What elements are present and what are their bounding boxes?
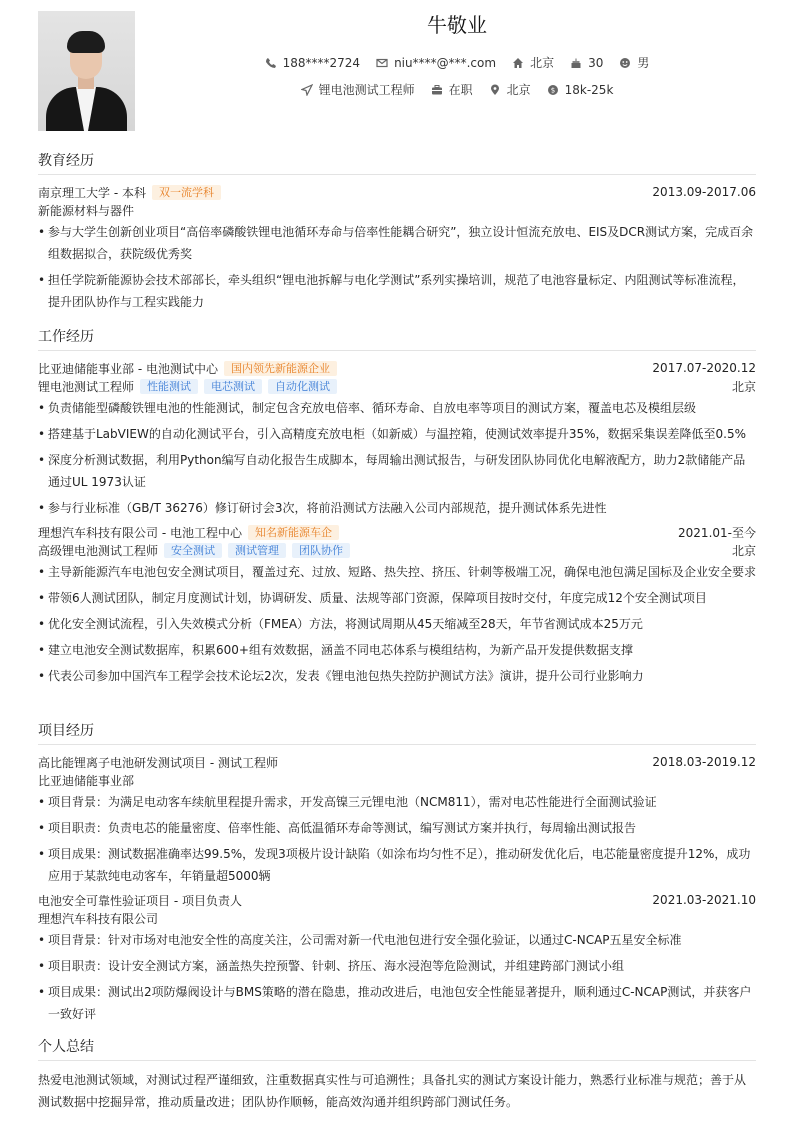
gender-text: 男 (637, 56, 650, 70)
project-name: 电池安全可靠性验证项目 - 项目负责人 (38, 893, 242, 908)
company-name: 比亚迪储能事业部 - 电池测试中心 (38, 361, 218, 376)
project-dates: 2021.03-2021.10 (652, 893, 756, 907)
age-text: 30 (588, 55, 604, 70)
phone-icon (265, 57, 277, 69)
location-icon (489, 84, 501, 96)
list-item: • 深度分析测试数据，利用Python编写自动化报告生成脚本，每周输出测试报告，与研发团队协同优化电解液配方，助力2款储能产品通过UL 1973认证 (38, 449, 756, 493)
company-tag: 国内领先新能源企业 (224, 361, 337, 376)
list-item: • 参与大学生创新创业项目“高倍率磷酸铁锂电池循环寿命与倍率性能耦合研究”，独立设计恒流充放电、EIS及DCR测试方案，完成百余组数据拟合，获院级优秀奖 (38, 221, 756, 265)
position: 锂电池测试工程师 (38, 379, 135, 394)
job-position-line (38, 541, 756, 559)
skill-tag: 性能测试 (140, 379, 198, 394)
job-dates: 2021.01-至今 (678, 525, 756, 540)
work-section (38, 326, 756, 691)
job-company-line (38, 523, 756, 541)
project-org-line (38, 909, 756, 927)
company-tag: 知名新能源车企 (248, 525, 339, 540)
education-header (38, 183, 756, 201)
candidate-name: 牛敬业 (427, 13, 487, 37)
mail-icon (376, 57, 388, 69)
job-intent-row (137, 81, 777, 98)
project-bullets (38, 791, 756, 887)
summary-section (38, 1036, 756, 1113)
job-city: 北京 (731, 379, 756, 394)
list-item: • 项目背景：针对市场对电池安全性的高度关注，公司需对新一代电池包进行安全强化验证，以通过C-NCAP五星安全标准 (38, 929, 756, 951)
contact-info-row (137, 54, 777, 71)
section-title: 项目经历 (38, 720, 756, 745)
project-dates: 2018.03-2019.12 (652, 755, 756, 769)
list-item: • 担任学院新能源协会技术部部长，牵头组织“锂电池拆解与电化学测试”系列实操培训，规范了电池容量标定、内阻测试等标准流程，提升团队协作与工程实践能力 (38, 269, 756, 313)
job-company-line (38, 359, 756, 377)
money-icon (547, 84, 559, 96)
briefcase-icon (431, 84, 443, 96)
project-org: 比亚迪储能事业部 (38, 773, 135, 788)
skill-tag: 安全测试 (164, 543, 222, 558)
education-bullets (38, 221, 756, 313)
job-entry (38, 523, 756, 687)
svg-text:$: $ (550, 86, 555, 95)
job-position-line (38, 377, 756, 395)
target-city-info (489, 81, 531, 98)
major-line (38, 201, 756, 219)
list-item: • 项目职责：负责电芯的能量密度、倍率性能、高低温循环寿命等测试，编写测试方案并执行，每周输出测试报告 (38, 817, 756, 839)
section-title: 工作经历 (38, 326, 756, 351)
list-item: • 代表公司参加中国汽车工程学会技术论坛2次，发表《锂电池包热失控防护测试方法》演讲，提升公司行业影响力 (38, 665, 756, 687)
list-item: • 优化安全测试流程，引入失效模式分析（FMEA）方法，将测试周期从45天缩减至28天，年节省测试成本25万元 (38, 613, 756, 635)
job-bullets (38, 397, 756, 519)
project-header (38, 753, 756, 771)
job-status-text: 在职 (448, 83, 473, 97)
list-item: • 项目成果：测试出2项防爆阀设计与BMS策略的潜在隐患，推动改进后，电池包安全性能显著提升，顺利通过C-NCAP测试，并获客户一致好评 (38, 981, 756, 1025)
phone-text: 188****2724 (282, 55, 361, 70)
salary-info (547, 81, 614, 98)
position: 高级锂电池测试工程师 (38, 543, 159, 558)
education-dates: 2013.09-2017.06 (652, 185, 756, 199)
email-text: niu****@***.com (394, 55, 497, 70)
city-info (512, 54, 554, 71)
school-name: 南京理工大学 - 本科 (38, 185, 146, 200)
skill-tag: 电芯测试 (204, 379, 262, 394)
home-icon (512, 57, 524, 69)
list-item: • 项目成果：测试数据准确率达99.5%，发现3项极片设计缺陷（如涂布均匀性不足），推动研发优化后，电芯能量密度提升12%，成功应用于某款纯电动客车，年销量超5000辆 (38, 843, 756, 887)
target-job-text: 锂电池测试工程师 (318, 83, 415, 97)
city-text: 北京 (530, 56, 555, 70)
list-item: • 负责储能型磷酸铁锂电池的性能测试，制定包含充放电倍率、循环寿命、自放电率等项目的测试方案，覆盖电芯及模组层级 (38, 397, 756, 419)
list-item: • 搭建基于LabVIEW的自动化测试平台，引入高精度充放电柜（如新威）与温控箱，使测试效率提升35%，数据采集误差降低至0.5% (38, 423, 756, 445)
job-status-info (431, 81, 473, 98)
gender-icon (619, 57, 631, 69)
project-entry (38, 891, 756, 1025)
project-entry (38, 753, 756, 887)
section-title: 教育经历 (38, 150, 756, 175)
major: 新能源材料与器件 (38, 203, 135, 218)
job-city: 北京 (731, 543, 756, 558)
target-city-text: 北京 (506, 83, 531, 97)
list-item: • 项目职责：设计安全测试方案，涵盖热失控预警、针刺、挤压、海水浸泡等危险测试，并组建跨部门测试小组 (38, 955, 756, 977)
project-header (38, 891, 756, 909)
list-item: • 带领6人测试团队，制定月度测试计划，协调研发、质量、法规等部门资源，保障项目按时交付，年度完成12个安全测试项目 (38, 587, 756, 609)
phone-info (265, 54, 360, 71)
target-job-info (301, 81, 415, 98)
list-item: • 建立电池安全测试数据库，积累600+组有效数据，涵盖不同电芯体系与模组结构，为新产品开发提供数据支撑 (38, 639, 756, 661)
gender-info (619, 54, 649, 71)
project-org: 理想汽车科技有限公司 (38, 911, 159, 926)
project-bullets (38, 929, 756, 1025)
salary-text: 18k-25k (564, 82, 614, 97)
list-item: • 主导新能源汽车电池包安全测试项目，覆盖过充、过放、短路、热失控、挤压、针刺等极端工况，确保电池包满足国标及企业安全要求 (38, 561, 756, 583)
section-title: 个人总结 (38, 1036, 756, 1061)
skill-tag: 测试管理 (228, 543, 286, 558)
skill-tag: 自动化测试 (268, 379, 337, 394)
send-icon (301, 84, 313, 96)
cake-icon (570, 57, 582, 69)
school-tag: 双一流学科 (152, 185, 221, 200)
company-name: 理想汽车科技有限公司 - 电池工程中心 (38, 525, 242, 540)
email-info (376, 54, 496, 71)
job-dates: 2017.07-2020.12 (652, 361, 756, 375)
job-bullets (38, 561, 756, 687)
summary-text: 热爱电池测试领域，对测试过程严谨细致，注重数据真实性与可追溯性；具备扎实的测试方案设计能力，熟悉行业标准与规范；善于从测试数据中挖掘异常，推动质量改进；团队协作顺畅，能高效沟通并组织跨部门测试任务。 (38, 1073, 747, 1109)
skill-tag: 团队协作 (292, 543, 350, 558)
list-item: • 项目背景：为满足电动客车续航里程提升需求，开发高镍三元锂电池（NCM811），需对电芯性能进行全面测试验证 (38, 791, 756, 813)
projects-section (38, 720, 756, 1029)
project-name: 高比能锂离子电池研发测试项目 - 测试工程师 (38, 755, 278, 770)
education-section (38, 150, 756, 317)
job-entry (38, 359, 756, 519)
list-item: • 参与行业标准（GB/T 36276）修订研讨会3次，将前沿测试方法融入公司内部规范，提升测试体系先进性 (38, 497, 756, 519)
project-org-line (38, 771, 756, 789)
age-info (570, 54, 603, 71)
